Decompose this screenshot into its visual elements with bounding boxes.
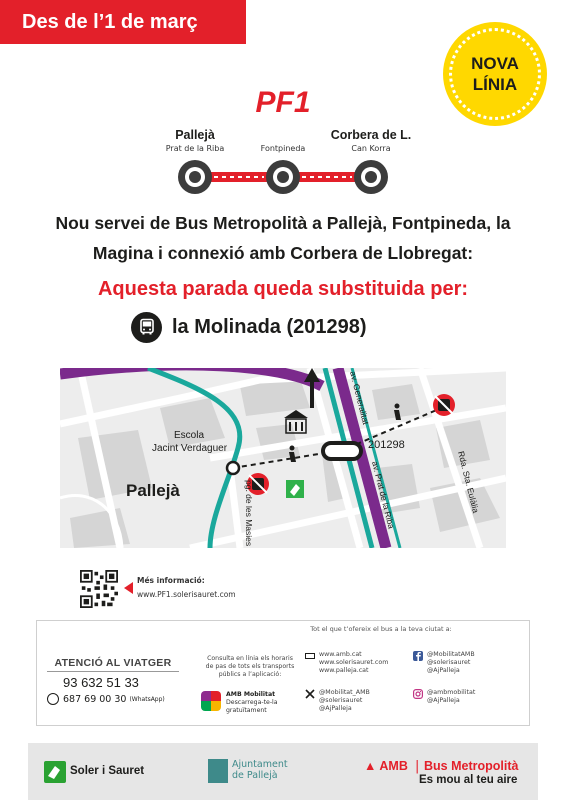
ajuntament-name	[232, 759, 288, 781]
stop-circle-icon	[354, 160, 388, 194]
stop-circle-icon	[266, 160, 300, 194]
soler-i-sauret-logo	[44, 761, 66, 783]
stop-corbera	[316, 128, 426, 153]
web-links	[319, 651, 388, 675]
more-info-link[interactable]: www.PF1.solerisauret.com	[137, 590, 236, 599]
facebook-handle[interactable]: @solerisauret	[427, 659, 471, 666]
app-title: AMB Mobilitat	[226, 691, 276, 698]
consult-line: de pas de tots els transports	[205, 663, 295, 670]
instagram-icon	[413, 689, 423, 699]
web-icon	[305, 651, 315, 661]
offer-caption: Tot el que t’ofereix el bus a la teva ciutat a:	[310, 625, 452, 633]
bus-metropolita-name: Bus Metropolità	[424, 759, 519, 773]
facebook-handle[interactable]: @MobilitatAMB	[427, 651, 475, 658]
qr-code-icon[interactable]	[80, 570, 118, 608]
whatsapp-number: 687 69 00 30	[63, 693, 127, 705]
stop-main-label: Corbera de L.	[330, 128, 412, 142]
web-link[interactable]: www.amb.cat	[319, 651, 362, 658]
attention-title: ATENCIÓ AL VIATGER	[54, 657, 172, 669]
stop-code-label: 201298	[368, 439, 405, 451]
stop-map	[60, 368, 506, 548]
town-label: Pallejà	[126, 481, 180, 500]
consult-line: públics a l’aplicació:	[218, 671, 282, 678]
line-name: PF1	[255, 86, 311, 119]
instagram-handle[interactable]: @AjPalleja	[427, 697, 460, 704]
facebook-handle[interactable]: @AjPalleja	[427, 667, 460, 674]
stop-main-label: Pallejà	[175, 128, 215, 142]
bus-icon	[131, 312, 162, 343]
stop-sub-label: Fontpineda	[260, 144, 306, 153]
ajuntament-shield-icon	[208, 759, 228, 783]
street-label: av. Generalitat	[348, 370, 371, 426]
info-arrow-icon	[124, 582, 133, 594]
x-handle[interactable]: @Mobilitat_AMB	[319, 689, 370, 696]
map-canvas	[60, 368, 506, 548]
web-link[interactable]: www.solerisauret.com	[319, 659, 389, 666]
contact-box	[36, 620, 530, 726]
instagram-handles	[427, 689, 475, 705]
street-label: pg. de les Masies	[244, 480, 254, 547]
x-handles	[319, 689, 370, 713]
phone-number[interactable]: 93 632 51 33	[63, 675, 139, 690]
amb-chevron-icon: ▲	[364, 759, 377, 773]
x-handle[interactable]: @AjPalleja	[319, 705, 352, 712]
stop-sub-label: Prat de la Riba	[165, 144, 225, 153]
more-info-title: Més informació:	[137, 576, 205, 585]
facebook-icon	[413, 651, 423, 661]
ajuntament-line: Ajuntament	[232, 759, 288, 770]
bus-metropolita-tagline: Es mou al teu aire	[419, 774, 518, 786]
amb-mobilitat-app-icon[interactable]	[201, 691, 221, 711]
soler-i-sauret-name: Soler i Sauret	[70, 765, 145, 777]
description-line: Nou servei de Bus Metropolità a Pallejà, Fontpineda, la	[55, 213, 511, 233]
street-label: av. Prat de la Riba	[370, 460, 397, 530]
new-stop	[131, 311, 367, 343]
x-icon	[305, 689, 315, 699]
new-stop-label: la Molinada (201298)	[172, 315, 367, 338]
footer-logos	[28, 743, 538, 800]
instagram-handle[interactable]: @ambmobilitat	[427, 689, 476, 696]
street-label: Rda. Sta. Eulàlia	[456, 450, 482, 514]
amb-logo	[364, 759, 408, 773]
app-consult-text	[189, 655, 311, 679]
badge-line1: NOVA	[471, 54, 519, 73]
x-handle[interactable]: @solerisauret	[319, 697, 363, 704]
stop-sub-label: Can Korra	[351, 144, 391, 153]
route-connector	[209, 172, 269, 182]
whatsapp-icon	[47, 693, 59, 705]
app-line: gratuïtament	[226, 707, 267, 714]
app-download[interactable]	[226, 691, 306, 715]
badge-line2: LÍNIA	[472, 75, 518, 94]
start-date-banner: Des de l’1 de març	[0, 0, 246, 44]
divider	[47, 671, 179, 672]
web-link[interactable]: www.palleja.cat	[319, 667, 369, 674]
stop-circle-icon	[178, 160, 212, 194]
route-connector	[297, 172, 357, 182]
whatsapp-contact[interactable]	[47, 693, 165, 705]
school-label: Jacint Verdaguer	[152, 443, 228, 454]
facebook-handles	[427, 651, 475, 675]
service-description	[20, 208, 546, 268]
replacement-notice: Aquesta parada queda substituida per:	[97, 278, 469, 300]
school-label: Escola	[174, 430, 205, 441]
app-line: Descarrega-te-la	[226, 699, 278, 706]
amb-name: AMB	[379, 759, 408, 773]
ajuntament-line: de Pallejà	[232, 770, 278, 781]
consult-line: Consulta en línia els horaris	[207, 655, 293, 662]
amb-separator: |	[415, 759, 420, 774]
whatsapp-tag: (WhatsApp)	[129, 695, 165, 703]
description-line: Magina i connexió amb Corbera de Llobregat:	[92, 243, 474, 263]
